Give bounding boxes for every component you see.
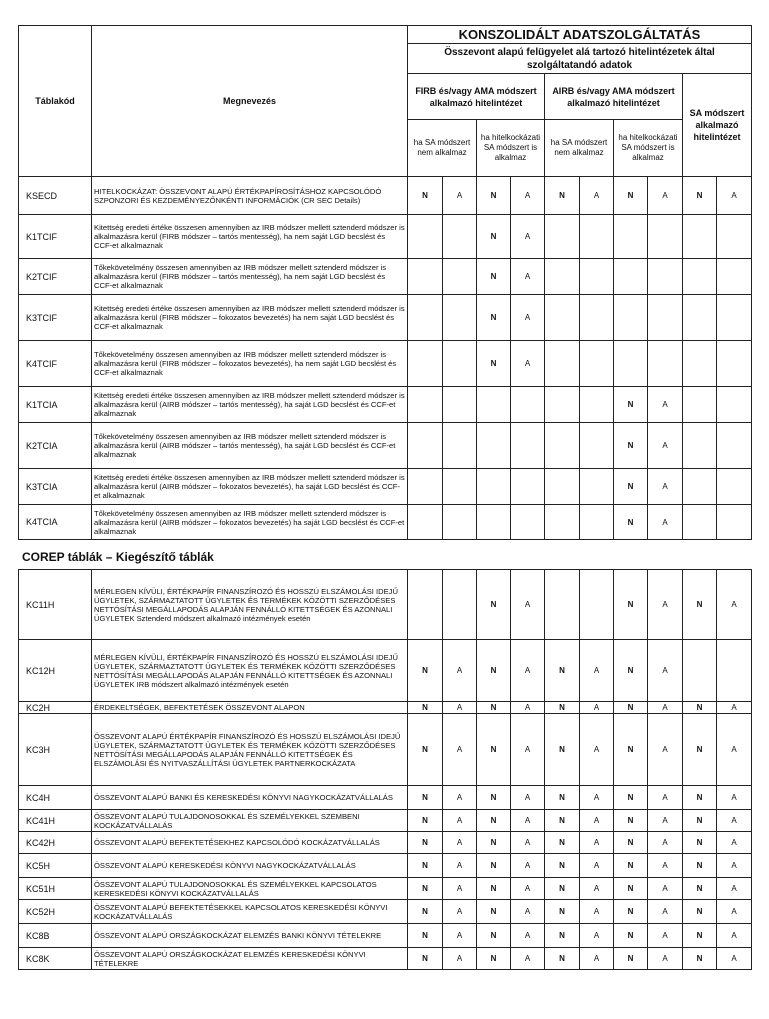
firb-sub-sa-nem: ha SA módszert nem alkalmaz (408, 120, 477, 177)
mark-cell (580, 259, 614, 295)
mark-cell: N (683, 900, 717, 924)
mark-cell: N (545, 832, 580, 854)
mark-cell: N (408, 177, 443, 215)
table-row (19, 341, 752, 387)
mark-cell (648, 295, 683, 341)
table-description: ÖSSZEVONT ALAPÚ BEFEKTETÉSEKKEL KAPCSOLATOS KERESKEDÉSI KÖNYVI KOCKÁZATVÁLLALÁS (92, 900, 408, 924)
mark-cell (408, 387, 443, 423)
mark-cell: A (580, 900, 614, 924)
mark-cell: N (477, 177, 511, 215)
table-code: KC2H (19, 702, 92, 714)
airb-sub-sa-nem: ha SA módszert nem alkalmaz (545, 120, 614, 177)
mark-cell: N (477, 215, 511, 259)
mark-cell: A (717, 177, 752, 215)
mark-cell: A (648, 640, 683, 702)
mark-cell: N (545, 948, 580, 970)
mark-cell (580, 387, 614, 423)
mark-cell (477, 387, 511, 423)
mark-cell (443, 341, 477, 387)
mark-cell (545, 259, 580, 295)
mark-cell: A (511, 948, 545, 970)
mark-cell: A (443, 177, 477, 215)
mark-cell (511, 505, 545, 540)
mark-cell: A (511, 810, 545, 832)
table-description: ÖSSZEVONT ALAPÚ TULAJDONOSOKKAL ÉS SZEMÉLYEKKEL SZEMBENI KOCKÁZATVÁLLALÁS (92, 810, 408, 832)
mark-cell: A (648, 854, 683, 878)
mark-cell: A (511, 640, 545, 702)
mark-cell: A (443, 878, 477, 900)
mark-cell: A (648, 505, 683, 540)
mark-cell (717, 469, 752, 505)
mark-cell: A (580, 878, 614, 900)
mark-cell: N (545, 786, 580, 810)
mark-cell: A (648, 177, 683, 215)
mark-cell: N (545, 900, 580, 924)
table-row (19, 505, 752, 540)
mark-cell: N (408, 714, 443, 786)
mark-cell (477, 469, 511, 505)
table-description: ÖSSZEVONT ALAPÚ BANKI ÉS KERESKEDÉSI KÖNYVI NAGYKOCKÁZATVÁLLALÁS (92, 786, 408, 810)
table-code: KC41H (19, 810, 92, 832)
mark-cell (408, 423, 443, 469)
table-row (19, 387, 752, 423)
mark-cell: A (717, 810, 752, 832)
mark-cell: N (477, 878, 511, 900)
mark-cell: A (443, 854, 477, 878)
mark-cell (545, 341, 580, 387)
table-description: ÖSSZEVONT ALAPÚ BEFEKTETÉSEKHEZ KAPCSOLÓDÓ KOCKÁZATVÁLLALÁS (92, 832, 408, 854)
table-row (19, 832, 752, 854)
mark-cell (408, 259, 443, 295)
mark-cell (443, 259, 477, 295)
table-code: KC42H (19, 832, 92, 854)
mark-cell (614, 259, 648, 295)
mark-cell: N (477, 810, 511, 832)
konszolidalt-header: KONSZOLIDÁLT ADATSZOLGÁLTATÁS (408, 26, 752, 44)
mark-cell: A (511, 177, 545, 215)
table-row (19, 469, 752, 505)
mark-cell: A (511, 215, 545, 259)
mark-cell: N (477, 948, 511, 970)
mark-cell: A (648, 570, 683, 640)
mark-cell: A (443, 832, 477, 854)
mark-cell (408, 570, 443, 640)
mark-cell: A (511, 786, 545, 810)
table-description: Tőkekövetelmény összesen amennyiben az IRB módszer mellett sztenderd módszer is alkalmazásra kerül (FIRB módszer – tartós mentesség), ha nem saját LGD becslést és CCF-et alkalmaznak (92, 259, 408, 295)
mark-cell: N (683, 714, 717, 786)
mark-cell: N (614, 714, 648, 786)
mark-cell: A (717, 832, 752, 854)
mark-cell (408, 295, 443, 341)
mark-cell: A (580, 924, 614, 948)
table-code: KC51H (19, 878, 92, 900)
mark-cell (648, 259, 683, 295)
mark-cell: A (648, 948, 683, 970)
table-row (19, 295, 752, 341)
table-code: K1TCIA (19, 387, 92, 423)
mark-cell: A (648, 878, 683, 900)
mark-cell: A (580, 832, 614, 854)
table-row (19, 423, 752, 469)
mark-cell (545, 423, 580, 469)
mark-cell (614, 215, 648, 259)
mark-cell: A (717, 714, 752, 786)
table-code: K1TCIF (19, 215, 92, 259)
section-title: COREP táblák – Kiegészítő táblák (22, 550, 214, 564)
mark-cell: A (580, 854, 614, 878)
mark-cell: A (580, 948, 614, 970)
table-row (19, 702, 752, 714)
mark-cell: A (443, 924, 477, 948)
mark-cell: N (614, 948, 648, 970)
mark-cell: A (511, 854, 545, 878)
mark-cell: A (511, 878, 545, 900)
mark-cell: A (580, 714, 614, 786)
table-description: Kitettség eredeti értéke összesen amennyiben az IRB módszer mellett sztenderd módszer is alkalmazásra kerül (FIRB módszer – tartós mentesség), ha nem saját LGD becslést és CCF-et alkalmaznak (92, 215, 408, 259)
mark-cell (683, 341, 717, 387)
mark-cell: A (648, 900, 683, 924)
mark-cell: N (408, 948, 443, 970)
table-row (19, 948, 752, 970)
mark-cell: N (545, 702, 580, 714)
mark-cell: A (717, 570, 752, 640)
mark-cell: A (580, 177, 614, 215)
mark-cell: N (545, 177, 580, 215)
table-row (19, 854, 752, 878)
mark-cell: N (477, 702, 511, 714)
table-row (19, 215, 752, 259)
mark-cell (511, 423, 545, 469)
mark-cell (408, 215, 443, 259)
mark-cell: A (648, 832, 683, 854)
table-description: HITELKOCKÁZAT: ÖSSZEVONT ALAPÚ ÉRTÉKPAPÍROSÍTÁSHOZ KAPCSOLÓDÓ SZPONZORI ÉS KEZDEMÉNYEZŐNKÉNTI INFORMÁCIÓK (CR SEC Details) (92, 177, 408, 215)
mark-cell: N (477, 259, 511, 295)
mark-cell (717, 505, 752, 540)
mark-cell: N (614, 924, 648, 948)
table-row (19, 570, 752, 640)
mark-cell: A (511, 259, 545, 295)
mark-cell: A (511, 900, 545, 924)
mark-cell: N (614, 423, 648, 469)
table-row (19, 878, 752, 900)
mark-cell (683, 295, 717, 341)
mark-cell (580, 469, 614, 505)
mark-cell: N (683, 177, 717, 215)
mark-cell: N (545, 810, 580, 832)
mark-cell: N (683, 878, 717, 900)
mark-cell: N (545, 924, 580, 948)
mark-cell (648, 215, 683, 259)
table-description: ÉRDEKELTSÉGEK, BEFEKTETÉSEK ÖSSZEVONT ALAPON (92, 702, 408, 714)
mark-cell (648, 341, 683, 387)
mark-cell: A (580, 810, 614, 832)
mark-cell (477, 423, 511, 469)
mark-cell: N (408, 924, 443, 948)
mark-cell: N (614, 640, 648, 702)
mark-cell: N (408, 702, 443, 714)
mark-cell: A (717, 878, 752, 900)
mark-cell (511, 469, 545, 505)
table-description: Kitettség eredeti értéke összesen amennyiben az IRB módszer mellett sztenderd módszer is alkalmazásra kerül (AIRB módszer – tartós mentesség), ha saját LGD becslést és CCF-et alkalmaznak (92, 387, 408, 423)
tablakod-header: Táblakód (19, 26, 92, 177)
mark-cell (717, 259, 752, 295)
mark-cell: N (614, 878, 648, 900)
mark-cell: A (580, 786, 614, 810)
mark-cell: A (511, 341, 545, 387)
mark-cell: N (614, 786, 648, 810)
mark-cell (717, 215, 752, 259)
mark-cell: N (683, 702, 717, 714)
table-code: K2TCIA (19, 423, 92, 469)
mark-cell: N (545, 878, 580, 900)
mark-cell: A (648, 702, 683, 714)
mark-cell: N (408, 832, 443, 854)
mark-cell: N (614, 469, 648, 505)
mark-cell (717, 387, 752, 423)
mark-cell (580, 505, 614, 540)
osszevont-header: Összevont alapú felügyelet alá tartozó hitelintézetek által szolgáltatandó adatok (408, 44, 752, 74)
mark-cell (408, 341, 443, 387)
mark-cell: N (477, 295, 511, 341)
mark-cell: N (477, 786, 511, 810)
mark-cell (580, 341, 614, 387)
mark-cell (545, 387, 580, 423)
mark-cell: A (717, 924, 752, 948)
mark-cell (443, 387, 477, 423)
table-description: Tőkekövetelmény összesen amennyiben az IRB módszer mellett sztenderd módszer is alkalmazásra kerül (AIRB módszer – tartós mentesség), ha saját LGD becslést és CCF-et alkalmaznak (92, 423, 408, 469)
table-description: ÖSSZEVONT ALAPÚ ORSZÁGKOCKÁZAT ELEMZÉS KERESKEDÉSI KÖNYVI TÉTELEKRE (92, 948, 408, 970)
table-description: ÖSSZEVONT ALAPÚ ORSZÁGKOCKÁZAT ELEMZÉS BANKI KÖNYVI TÉTELEKRE (92, 924, 408, 948)
mark-cell (545, 215, 580, 259)
mark-cell (683, 387, 717, 423)
table-description: ÖSSZEVONT ALAPÚ KERESKEDÉSI KÖNYVI NAGYKOCKÁZATVÁLLALÁS (92, 854, 408, 878)
mark-cell: A (580, 702, 614, 714)
mark-cell: N (614, 854, 648, 878)
mark-cell (443, 505, 477, 540)
mark-cell (511, 387, 545, 423)
mark-cell (683, 469, 717, 505)
mark-cell: N (614, 900, 648, 924)
mark-cell (545, 570, 580, 640)
mark-cell (683, 640, 717, 702)
mark-cell: N (408, 878, 443, 900)
mark-cell: A (511, 924, 545, 948)
firb-sub-sa-is: ha hitelkockázati SA módszert is alkalmaz (477, 120, 545, 177)
mark-cell (580, 423, 614, 469)
firb-header: FIRB és/vagy AMA módszert alkalmazó hitelintézet (408, 74, 545, 120)
table-row (19, 640, 752, 702)
table-code: KC11H (19, 570, 92, 640)
mark-cell: N (614, 177, 648, 215)
mark-cell (683, 423, 717, 469)
mark-cell: N (614, 702, 648, 714)
mark-cell: A (511, 570, 545, 640)
mark-cell: N (545, 854, 580, 878)
mark-cell: N (683, 832, 717, 854)
kiegeszito-table (18, 569, 752, 970)
table-row (19, 786, 752, 810)
mark-cell (717, 640, 752, 702)
mark-cell (477, 505, 511, 540)
mark-cell: N (408, 640, 443, 702)
table-code: KC12H (19, 640, 92, 702)
mark-cell: A (648, 714, 683, 786)
mark-cell (580, 570, 614, 640)
table-code: KC8B (19, 924, 92, 948)
mark-cell: A (443, 714, 477, 786)
mark-cell (408, 469, 443, 505)
mark-cell: N (545, 640, 580, 702)
table-description: Tőkekövetelmény összesen amennyiben az IRB módszer mellett sztenderd módszer is alkalmazásra kerül (FIRB módszer – fokozatos bevezetés), ha nem saját LGD becslést és CCF-et alkalmaznak (92, 341, 408, 387)
mark-cell (443, 215, 477, 259)
table-code: K4TCIF (19, 341, 92, 387)
mark-cell: N (614, 570, 648, 640)
mark-cell: A (648, 786, 683, 810)
mark-cell (443, 423, 477, 469)
mark-cell (683, 505, 717, 540)
mark-cell: A (717, 786, 752, 810)
mark-cell: N (477, 570, 511, 640)
mark-cell: A (717, 702, 752, 714)
mark-cell (717, 341, 752, 387)
table-row (19, 810, 752, 832)
table-description: ÖSSZEVONT ALAPÚ TULAJDONOSOKKAL ÉS SZEMÉLYEKKEL KAPCSOLATOS KERESKEDÉSI KÖNYVI KOCKÁZATVÁLLALÁS (92, 878, 408, 900)
mark-cell: N (477, 832, 511, 854)
mark-cell: N (477, 640, 511, 702)
mark-cell: N (614, 832, 648, 854)
mark-cell (545, 505, 580, 540)
table-description: MÉRLEGEN KÍVÜLI, ÉRTÉKPAPÍR FINANSZÍROZÓ ÉS HOSSZÚ ELSZÁMOLÁSI IDEJŰ ÜGYLETEK, SZÁRMAZTATOTT ÜGYLETEK ÉS TERMÉKEK KÖZÖTTI SZERZŐDÉSES NETTÓSÍTÁSI MEGÁLLAPODÁS ALAPJÁN FENNÁLLÓ KITETTSÉGEK ÉS AZONNALI ÜGYLETEK Sztenderd módszert alkalmazó intézmények esetén (92, 570, 408, 640)
mark-cell: N (683, 924, 717, 948)
table-code: KSECD (19, 177, 92, 215)
mark-cell: A (443, 810, 477, 832)
mark-cell (408, 505, 443, 540)
table-code: KC4H (19, 786, 92, 810)
mark-cell (443, 469, 477, 505)
mark-cell: N (683, 570, 717, 640)
mark-cell: N (477, 854, 511, 878)
mark-cell: A (717, 854, 752, 878)
mark-cell (614, 341, 648, 387)
mark-cell: N (408, 900, 443, 924)
mark-cell (683, 259, 717, 295)
table-row (19, 924, 752, 948)
table-code: KC3H (19, 714, 92, 786)
mark-cell (545, 295, 580, 341)
mark-cell: A (443, 702, 477, 714)
mark-cell: N (614, 810, 648, 832)
mark-cell (580, 295, 614, 341)
table-description: Kitettség eredeti értéke összesen amennyiben az IRB módszer mellett sztenderd módszer is alkalmazásra kerül (AIRB módszer – fokozatos bevezetés), ha saját LGD becslést és CCF-et alkalmaznak (92, 469, 408, 505)
megnevezes-header: Megnevezés (92, 26, 408, 177)
konszolidalt-table (18, 25, 752, 540)
mark-cell (717, 295, 752, 341)
table-row (19, 177, 752, 215)
table-code: KC52H (19, 900, 92, 924)
mark-cell: A (511, 832, 545, 854)
mark-cell (717, 423, 752, 469)
mark-cell: N (683, 810, 717, 832)
mark-cell: N (477, 341, 511, 387)
table-description: Tőkekövetelmény összesen amennyiben az IRB módszer mellett sztenderd módszer is alkalmazásra kerül (AIRB módszer – fokozatos bevezetés) ha saját LGD becslést és CCF-et alkalmaznak (92, 505, 408, 540)
mark-cell: A (717, 900, 752, 924)
mark-cell: N (545, 714, 580, 786)
mark-cell: A (443, 786, 477, 810)
mark-cell: N (477, 714, 511, 786)
table-code: K2TCIF (19, 259, 92, 295)
airb-sub-sa-is: ha hitelkockázati SA módszert is alkalmaz (614, 120, 683, 177)
mark-cell (545, 469, 580, 505)
mark-cell (614, 295, 648, 341)
mark-cell: A (580, 640, 614, 702)
mark-cell (443, 295, 477, 341)
mark-cell (443, 570, 477, 640)
mark-cell: A (648, 469, 683, 505)
mark-cell: A (443, 948, 477, 970)
mark-cell: A (511, 714, 545, 786)
table-code: KC8K (19, 948, 92, 970)
mark-cell: N (477, 900, 511, 924)
airb-header: AIRB és/vagy AMA módszert alkalmazó hitelintézet (545, 74, 683, 120)
mark-cell: N (408, 786, 443, 810)
mark-cell: N (614, 387, 648, 423)
mark-cell (580, 215, 614, 259)
mark-cell: N (683, 786, 717, 810)
mark-cell: A (511, 295, 545, 341)
table-code: K3TCIF (19, 295, 92, 341)
table-code: K4TCIA (19, 505, 92, 540)
mark-cell: A (443, 900, 477, 924)
mark-cell: N (683, 854, 717, 878)
mark-cell: A (511, 702, 545, 714)
mark-cell: A (648, 810, 683, 832)
sa-header: SA módszert alkalmazó hitelintézet (683, 74, 752, 177)
table-code: K3TCIA (19, 469, 92, 505)
mark-cell: A (648, 924, 683, 948)
table-row (19, 900, 752, 924)
mark-cell: A (648, 387, 683, 423)
mark-cell: N (683, 948, 717, 970)
table-code: KC5H (19, 854, 92, 878)
mark-cell (683, 215, 717, 259)
table-row (19, 714, 752, 786)
mark-cell: N (614, 505, 648, 540)
mark-cell: N (477, 924, 511, 948)
table-description: ÖSSZEVONT ALAPÚ ÉRTÉKPAPÍR FINANSZÍROZÓ ÉS HOSSZÚ ELSZÁMOLÁSI IDEJŰ ÜGYLETEK, SZÁRMAZTATOTT ÜGYLETEK ÉS TERMÉKEK KÖZÖTTI SZERZŐDÉSES NETTÓSÍTÁSI MEGÁLLAPODÁS ALAPJÁN FENNÁLLÓ KITETTSÉGEK ÉS ELSZÁMOLÁSI ÉS NYITVASZÁLLÍTÁSI ÜGYLETEK PARTNERKOCKÁZATA (92, 714, 408, 786)
table-description: Kitettség eredeti értéke összesen amennyiben az IRB módszer mellett sztenderd módszer is alkalmazásra kerül (FIRB módszer – fokozatos bevezetés) ha nem saját LGD becslést és CCF-et alkalmaznak (92, 295, 408, 341)
table-row (19, 259, 752, 295)
mark-cell: N (408, 810, 443, 832)
mark-cell: A (648, 423, 683, 469)
mark-cell: A (443, 640, 477, 702)
mark-cell: A (717, 948, 752, 970)
mark-cell: N (408, 854, 443, 878)
table-description: MÉRLEGEN KÍVÜLI, ÉRTÉKPAPÍR FINANSZÍROZÓ ÉS HOSSZÚ ELSZÁMOLÁSI IDEJŰ ÜGYLETEK, SZÁRMAZTATOTT ÜGYLETEK ÉS TERMÉKEK KÖZÖTTI SZERZŐDÉSES NETTÓSÍTÁSI MEGÁLLAPODÁS ALAPJÁN FENNÁLLÓ KITETTSÉGEK ÉS AZONNALI ÜGYLETEK IRB módszert alkalmazó intézmények esetén (92, 640, 408, 702)
